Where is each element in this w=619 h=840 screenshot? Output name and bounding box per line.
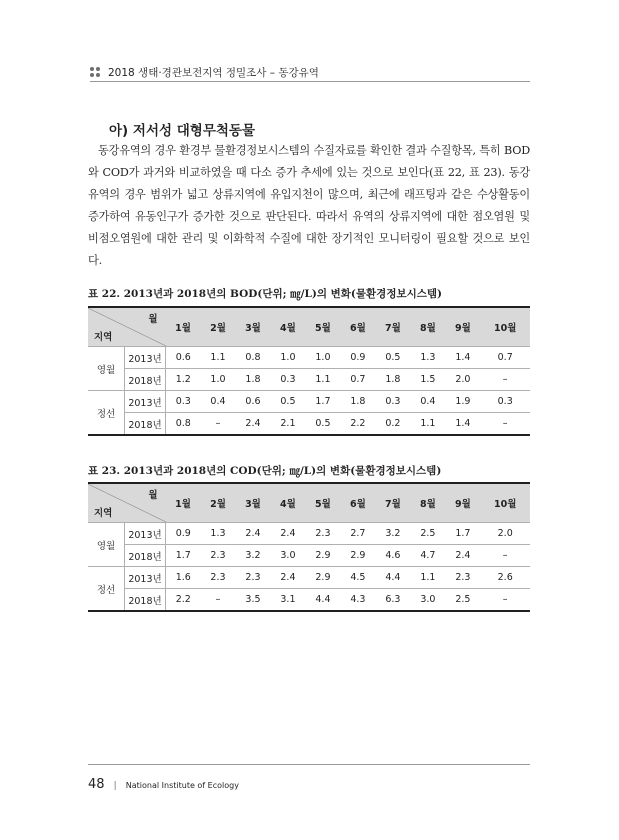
value-cell: 3.2: [235, 545, 270, 567]
footer-institute: National Institute of Ecology: [125, 781, 239, 790]
value-cell: 1.2: [166, 369, 201, 391]
month-header: 1월: [166, 483, 201, 523]
table-row: [88, 391, 530, 413]
value-cell: 1.3: [410, 347, 445, 369]
month-header: 7월: [375, 483, 410, 523]
value-cell: 1.1: [410, 567, 445, 589]
year-cell: 2018년: [125, 589, 166, 612]
value-cell: 1.4: [445, 413, 480, 436]
page-footer: [88, 773, 239, 792]
month-header: 4월: [270, 307, 305, 347]
value-cell: 1.6: [166, 567, 201, 589]
value-cell: 2.3: [200, 545, 235, 567]
table-row: [88, 589, 530, 612]
cod-table: [88, 482, 530, 612]
value-cell: –: [480, 369, 530, 391]
value-cell: 1.1: [305, 369, 340, 391]
value-cell: 0.3: [480, 391, 530, 413]
value-cell: 0.9: [340, 347, 375, 369]
value-cell: 0.8: [235, 347, 270, 369]
corner-region-label: 지역: [94, 508, 113, 519]
value-cell: 4.6: [375, 545, 410, 567]
table-row: [88, 567, 530, 589]
table-corner-cell: [88, 307, 166, 347]
value-cell: 0.6: [235, 391, 270, 413]
value-cell: 0.4: [410, 391, 445, 413]
header-text: 2018 생태·경관보전지역 정밀조사 – 동강유역: [108, 67, 319, 79]
value-cell: 2.1: [270, 413, 305, 436]
value-cell: 0.2: [375, 413, 410, 436]
value-cell: 0.6: [166, 347, 201, 369]
month-header: 8월: [410, 307, 445, 347]
value-cell: 2.0: [445, 369, 480, 391]
year-cell: 2013년: [125, 391, 166, 413]
value-cell: 2.9: [340, 545, 375, 567]
month-header: 5월: [305, 483, 340, 523]
month-header: 6월: [340, 307, 375, 347]
month-header: 2월: [200, 307, 235, 347]
bod-table: [88, 306, 530, 436]
value-cell: 0.3: [166, 391, 201, 413]
value-cell: 1.0: [200, 369, 235, 391]
value-cell: 3.0: [410, 589, 445, 612]
value-cell: 0.5: [375, 347, 410, 369]
value-cell: 4.3: [340, 589, 375, 612]
value-cell: 2.5: [410, 523, 445, 545]
value-cell: 1.1: [410, 413, 445, 436]
value-cell: 0.3: [270, 369, 305, 391]
year-cell: 2018년: [125, 369, 166, 391]
header-dots-icon: [90, 67, 104, 77]
value-cell: –: [480, 413, 530, 436]
value-cell: 2.0: [480, 523, 530, 545]
month-header: 5월: [305, 307, 340, 347]
month-header: 10월: [480, 483, 530, 523]
month-header: 4월: [270, 483, 305, 523]
corner-region-label: 지역: [94, 332, 113, 343]
value-cell: 3.0: [270, 545, 305, 567]
value-cell: 0.7: [480, 347, 530, 369]
region-cell: 정선: [88, 391, 125, 436]
value-cell: 1.1: [200, 347, 235, 369]
year-cell: 2018년: [125, 545, 166, 567]
value-cell: 2.4: [235, 523, 270, 545]
value-cell: 4.4: [375, 567, 410, 589]
month-header: 9월: [445, 483, 480, 523]
value-cell: 1.8: [375, 369, 410, 391]
value-cell: 6.3: [375, 589, 410, 612]
table-row: [88, 413, 530, 436]
page-number: 48: [88, 777, 105, 792]
region-cell: 정선: [88, 567, 125, 612]
corner-month-label: 월: [148, 490, 158, 501]
value-cell: 0.5: [270, 391, 305, 413]
footer-rule: [88, 764, 530, 765]
value-cell: 1.9: [445, 391, 480, 413]
value-cell: 2.5: [445, 589, 480, 612]
table-row: [88, 347, 530, 369]
month-header: 7월: [375, 307, 410, 347]
month-header: 10월: [480, 307, 530, 347]
value-cell: 2.6: [480, 567, 530, 589]
value-cell: 2.3: [200, 567, 235, 589]
value-cell: 2.9: [305, 545, 340, 567]
value-cell: 2.3: [305, 523, 340, 545]
value-cell: 2.4: [235, 413, 270, 436]
year-cell: 2013년: [125, 523, 166, 545]
value-cell: –: [480, 589, 530, 612]
region-cell: 영월: [88, 523, 125, 567]
value-cell: 1.4: [445, 347, 480, 369]
value-cell: 4.4: [305, 589, 340, 612]
value-cell: 2.4: [270, 523, 305, 545]
table-23-caption: 표 23. 2013년과 2018년의 COD(단위; ㎎/L)의 변화(물환경정보시스템): [88, 465, 442, 477]
value-cell: 1.5: [410, 369, 445, 391]
value-cell: 2.2: [340, 413, 375, 436]
value-cell: 0.3: [375, 391, 410, 413]
value-cell: 2.2: [166, 589, 201, 612]
month-header: 3월: [235, 307, 270, 347]
month-header: 6월: [340, 483, 375, 523]
value-cell: 2.4: [445, 545, 480, 567]
value-cell: 4.7: [410, 545, 445, 567]
value-cell: 1.8: [340, 391, 375, 413]
table-header-row: [88, 307, 530, 347]
paragraph-text: 동강유역의 경우 환경부 물환경정보시스템의 수질자료를 확인한 결과 수질항목, 특히 BOD와 COD가 과거와 비교하였을 때 다소 증가 추세에 있는 것으로 보인다(표 22, 표 23). 동강유역의 경우 범위가 넓고 상류지역에 유입지천이 많으며, 최근에 래프팅과 같은 수상활동이 증가하여 유동인구가 증가한 것으로 판단된다. 따라서 유역의 상류지역에 대한 점오염원 및 비점오염원에 대한 관리 및 이화학적 수질에 대한 장기적인 모니터링이 필요할 것으로 보인다.: [88, 144, 530, 267]
value-cell: 4.5: [340, 567, 375, 589]
year-cell: 2018년: [125, 413, 166, 436]
footer-separator: |: [113, 781, 117, 791]
value-cell: –: [200, 413, 235, 436]
month-header: 3월: [235, 483, 270, 523]
month-header: 9월: [445, 307, 480, 347]
value-cell: –: [480, 545, 530, 567]
value-cell: 0.8: [166, 413, 201, 436]
value-cell: 0.9: [166, 523, 201, 545]
value-cell: –: [200, 589, 235, 612]
corner-month-label: 월: [148, 314, 158, 325]
table-row: [88, 523, 530, 545]
value-cell: 2.3: [235, 567, 270, 589]
value-cell: 1.0: [305, 347, 340, 369]
table-header-row: [88, 483, 530, 523]
region-cell: 영월: [88, 347, 125, 391]
value-cell: 2.3: [445, 567, 480, 589]
value-cell: 0.4: [200, 391, 235, 413]
table-22-caption: 표 22. 2013년과 2018년의 BOD(단위; ㎎/L)의 변화(물환경정보시스템): [88, 288, 443, 300]
value-cell: 1.7: [445, 523, 480, 545]
section-title: 아) 저서성 대형무척동물: [109, 123, 255, 139]
value-cell: 2.9: [305, 567, 340, 589]
value-cell: 3.1: [270, 589, 305, 612]
table-row: [88, 545, 530, 567]
value-cell: 3.2: [375, 523, 410, 545]
table-corner-cell: [88, 483, 166, 523]
value-cell: 1.0: [270, 347, 305, 369]
value-cell: 3.5: [235, 589, 270, 612]
month-header: 8월: [410, 483, 445, 523]
table-row: [88, 369, 530, 391]
value-cell: 1.8: [235, 369, 270, 391]
year-cell: 2013년: [125, 347, 166, 369]
body-paragraph: [88, 140, 530, 272]
value-cell: 1.7: [305, 391, 340, 413]
year-cell: 2013년: [125, 567, 166, 589]
value-cell: 2.4: [270, 567, 305, 589]
value-cell: 1.3: [200, 523, 235, 545]
month-header: 2월: [200, 483, 235, 523]
value-cell: 2.7: [340, 523, 375, 545]
value-cell: 0.5: [305, 413, 340, 436]
value-cell: 0.7: [340, 369, 375, 391]
header-rule: [90, 81, 530, 82]
value-cell: 1.7: [166, 545, 201, 567]
month-header: 1월: [166, 307, 201, 347]
